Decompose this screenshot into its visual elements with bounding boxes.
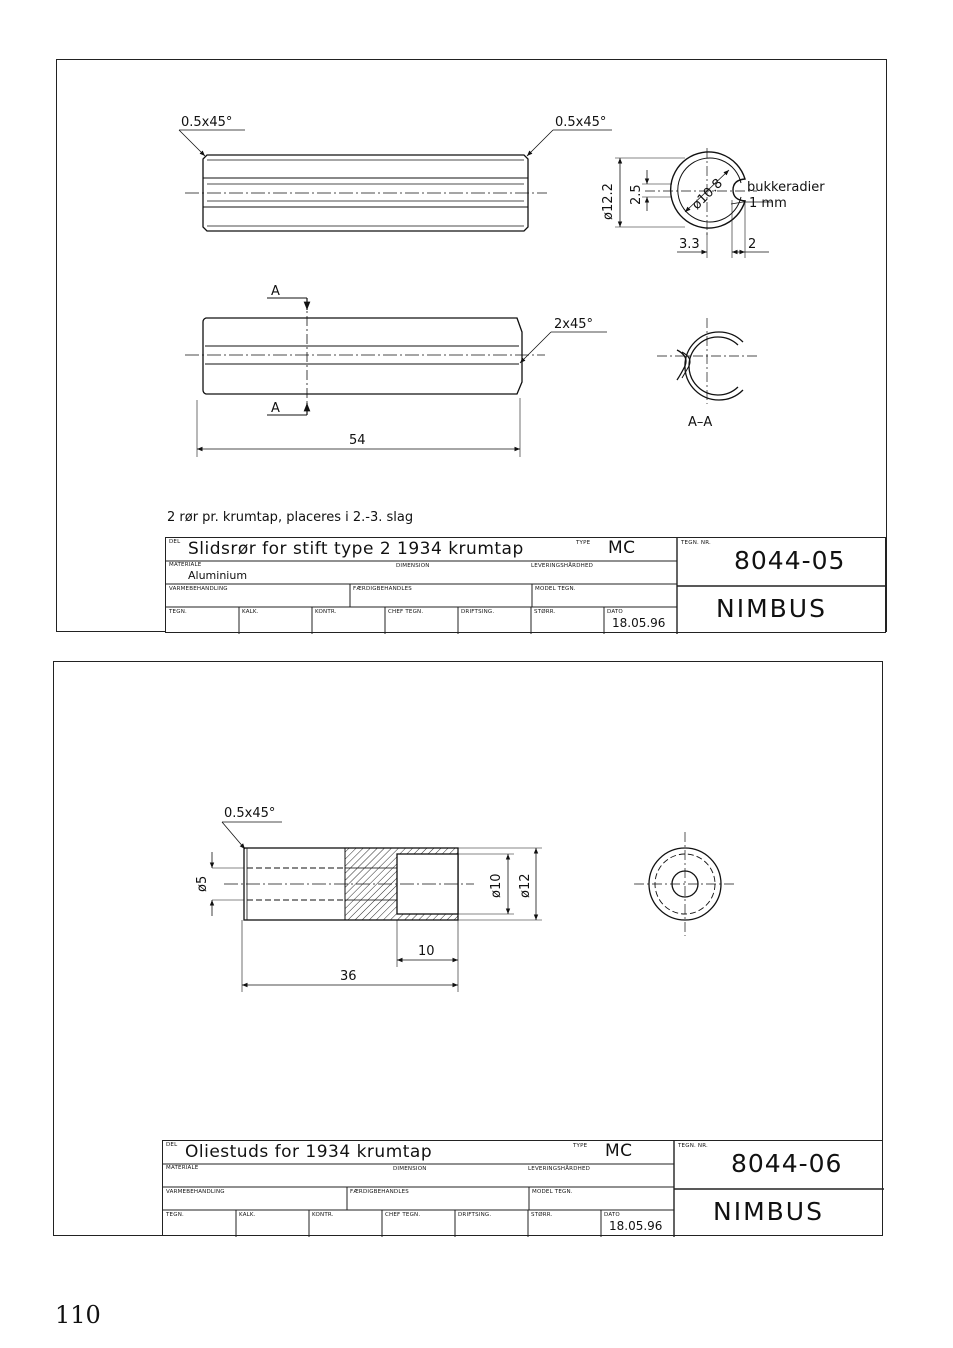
section-mark-bottom: A [271,401,280,416]
materiale-label: MATERIALE [166,1165,199,1171]
stoerr-label: STØRR. [531,1212,553,1218]
dim-dia-outer: ø12 [518,873,533,898]
dim-chamfer: 0.5x45° [224,806,276,821]
dim-chamfer-slot: 2x45° [554,317,594,332]
driftsing-label: DRIFTSING. [458,1212,492,1218]
dim-dia-inner: ø10.8 [689,176,726,213]
dim-chamfer-right: 0.5x45° [555,115,607,130]
dim-3-3: 3.3 [679,237,700,252]
dim-2-5: 2.5 [629,184,644,205]
dim-chamfer-left: 0.5x45° [181,115,233,130]
type-label: TYPE [573,1143,588,1149]
kalk-label: KALK. [239,1212,256,1218]
title-block [165,537,886,633]
material-value: Aluminium [188,569,248,582]
faerdigbehandles-label: FÆRDIGBEHANDLES [353,586,412,592]
varmebehandling-label: VARMEBEHANDLING [166,1189,225,1195]
leveringshaardhed-label: LEVERINGSHÅRDHED [528,1166,591,1172]
page-number: 110 [55,1301,101,1329]
dato-label: DATO [604,1212,620,1218]
materiale-label: MATERIALE [169,562,202,568]
model-tegn-label: MODEL TEGN. [532,1189,573,1195]
driftsing-label: DRIFTSING. [461,609,495,615]
drawing-number: 8044-06 [731,1149,843,1178]
drawing-sheet-8044-06 [53,661,883,1236]
placement-note: 2 rør pr. krumtap, placeres i 2.-3. slag [167,510,414,525]
title-block [162,1140,883,1236]
dato-label: DATO [607,609,623,615]
del-label: DEL [169,539,181,545]
model-tegn-label: MODEL TEGN. [535,586,576,592]
tegn-label: TEGN. [169,609,187,615]
faerdigbehandles-label: FÆRDIGBEHANDLES [350,1189,409,1195]
part-name: Slidsrør for stift type 2 1934 krumtap [188,539,524,559]
dimension-label: DIMENSION [396,563,430,569]
dim-length: 36 [340,969,357,984]
manufacturer-name: NIMBUS [716,594,827,623]
section-mark-top: A [271,284,280,299]
stoerr-label: STØRR. [534,609,556,615]
tegn-nr-label: TEGN. NR. [681,540,711,546]
bend-radius-value: 1 mm [749,196,787,211]
kontr-label: KONTR. [315,609,337,615]
technical-drawing-oil-nipple [54,662,884,1132]
chef-tegn-label: CHEF TEGN. [385,1212,421,1218]
chef-tegn-label: CHEF TEGN. [388,609,424,615]
dimension-label: DIMENSION [393,1166,427,1172]
slotted-tube-side-view [203,318,522,394]
date-value: 18.05.96 [609,1219,663,1233]
dim-2: 2 [748,237,757,252]
dim-length: 54 [349,433,366,448]
type-label: TYPE [576,540,591,546]
date-value: 18.05.96 [612,616,666,630]
type-value: MC [605,1141,633,1161]
part-name: Oliestuds for 1934 krumtap [185,1142,433,1162]
technical-drawing-slotted-tube [57,60,888,540]
kontr-label: KONTR. [312,1212,334,1218]
dim-dia-outer: ø12.2 [601,183,616,220]
section-label: A–A [688,415,713,430]
leveringshaardhed-label: LEVERINGSHÅRDHED [531,563,594,569]
dim-dia-counterbore: ø10 [489,873,504,898]
section-a-a-view [685,332,743,400]
bend-radius-label: bukkeradier [747,180,825,195]
tegn-nr-label: TEGN. NR. [678,1143,708,1149]
varmebehandling-label: VARMEBEHANDLING [169,586,228,592]
dim-dia-bore: ø5 [195,875,210,892]
del-label: DEL [166,1142,178,1148]
tegn-label: TEGN. [166,1212,184,1218]
type-value: MC [608,538,636,558]
kalk-label: KALK. [242,609,259,615]
drawing-number: 8044-05 [734,546,846,575]
dim-depth: 10 [418,944,435,959]
manufacturer-name: NIMBUS [713,1197,824,1226]
drawing-sheet-8044-05 [56,59,887,632]
